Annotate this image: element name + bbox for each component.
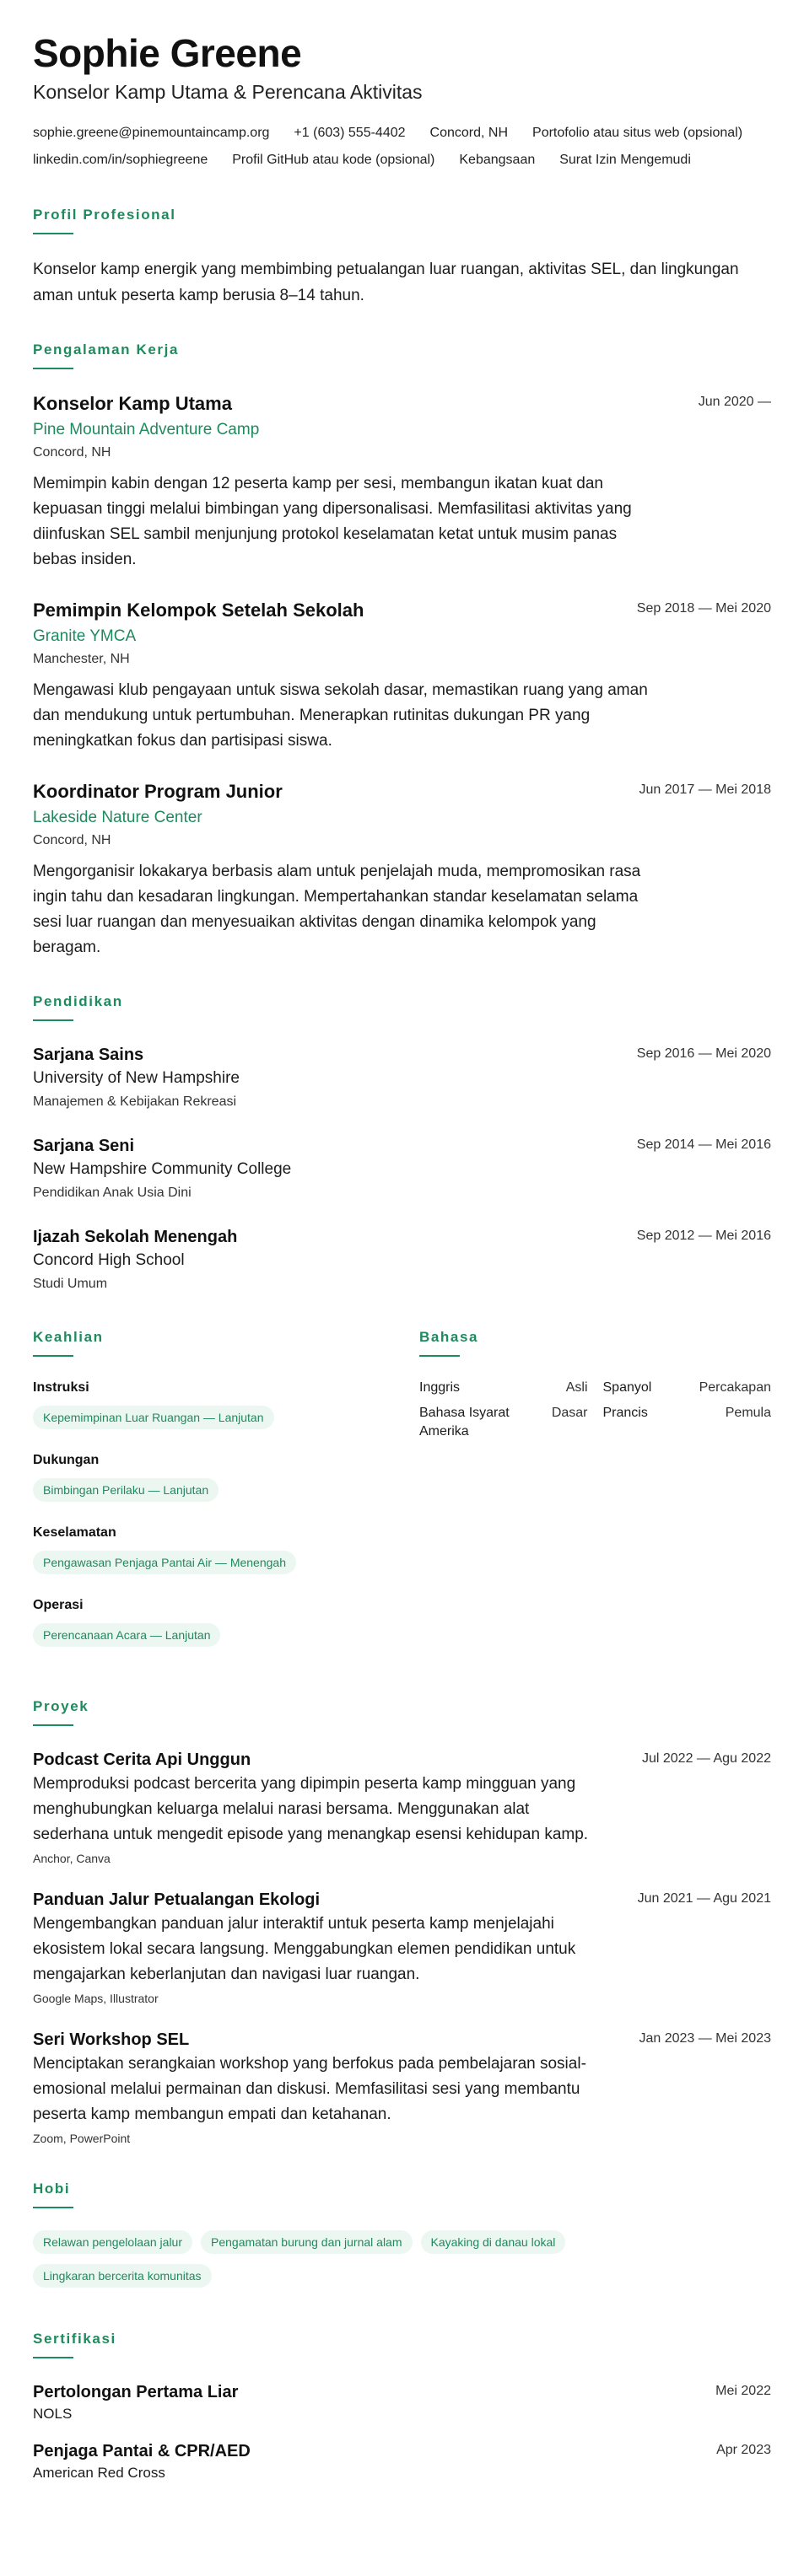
project-dates: Jan 2023 — Mei 2023 — [639, 2031, 771, 2046]
school-name: Concord High School — [33, 1251, 185, 1269]
language-item — [419, 1404, 588, 1441]
project-description: Memproduksi podcast bercerita yang dipimpin peserta kamp mingguan yang menghubungkan keluarga melalui narasi bersama. Menggunakan alat sederhana untuk mengedit episode yang menangkap esensi kehidupan kamp. — [33, 1775, 589, 1843]
company-name: Lakeside Nature Center — [33, 809, 202, 826]
project-entry — [33, 1748, 771, 1868]
language-item — [419, 1379, 588, 1397]
certification-issuer: NOLS — [33, 2406, 73, 2422]
skills-section — [33, 1328, 419, 1665]
contact-phone[interactable]: +1 (603) 555-4402 — [294, 126, 406, 140]
skill-group — [33, 1596, 419, 1665]
school-name: University of New Hampshire — [33, 1069, 240, 1087]
school-name: New Hampshire Community College — [33, 1160, 292, 1178]
degree-name: Sarjana Seni — [33, 1137, 135, 1155]
experience-entry — [33, 779, 771, 960]
certification-issuer: American Red Cross — [33, 2465, 165, 2481]
education-dates: Sep 2016 — Mei 2020 — [636, 1046, 771, 1061]
job-dates: Jun 2017 — Mei 2018 — [639, 782, 771, 797]
job-title: Koordinator Program Junior — [33, 781, 283, 802]
certification-date: Mei 2022 — [715, 2384, 771, 2398]
section-divider — [33, 2207, 73, 2208]
job-title: Pemimpin Kelompok Setelah Sekolah — [33, 600, 364, 621]
language-name: Inggris — [419, 1380, 461, 1395]
hobbies-section — [33, 2180, 771, 2298]
certification-date: Apr 2023 — [716, 2443, 771, 2457]
project-dates: Jun 2021 — Agu 2021 — [637, 1891, 771, 1906]
project-entry — [33, 1888, 771, 2008]
section-title: Pendidikan — [33, 993, 123, 1009]
experience-entry — [33, 598, 771, 754]
job-description: Mengawasi klub pengayaan untuk siswa sekolah dasar, memastikan ruang yang aman dan mendukung untuk pertumbuhan. Menerapkan rutinitas dukungan PR yang meningkatkan fokus dan partisipasi siswa. — [33, 681, 648, 750]
certification-entry — [33, 2439, 771, 2483]
section-divider — [33, 1724, 73, 1726]
project-tools: Anchor, Canva — [33, 1852, 111, 1865]
contact-github[interactable]: Profil GitHub atau kode (opsional) — [232, 153, 435, 167]
contact-location: Concord, NH — [429, 126, 509, 140]
project-description: Mengembangkan panduan jalur interaktif untuk peserta kamp menjelajahi ekosistem lokal secara langsung. Menggabungkan elemen pendidikan untuk mengajarkan keberlanjutan dan navigasi luar ruangan. — [33, 1915, 576, 1983]
project-tools: Google Maps, Illustrator — [33, 1992, 159, 2005]
section-divider — [33, 233, 73, 234]
job-location: Concord, NH — [33, 833, 111, 847]
section-title: Pengalaman Kerja — [33, 341, 179, 358]
certifications-section — [33, 2330, 771, 2483]
contact-list — [33, 120, 771, 174]
language-name: Bahasa Isyarat Amerika — [419, 1406, 510, 1439]
certification-name: Penjaga Pantai & CPR/AED — [33, 2442, 251, 2460]
section-divider — [33, 2357, 73, 2358]
education-dates: Sep 2014 — Mei 2016 — [636, 1137, 771, 1152]
job-description: Memimpin kabin dengan 12 peserta kamp per sesi, membangun ikatan kuat dan kepuasan tinggi melalui bimbingan yang dipersonalisasi. Memfasilitasi aktivitas yang diinfuskan SEL sambil menjunjung protokol keselamatan ketat untuk musim panas bebas insiden. — [33, 475, 632, 568]
contact-nationality: Kebangsaan — [459, 153, 536, 167]
field-of-study: Studi Umum — [33, 1277, 108, 1291]
contact-email[interactable]: sophie.greene@pinemountaincamp.org — [33, 126, 270, 140]
education-entry — [33, 1043, 771, 1114]
section-title: Keahlian — [33, 1329, 104, 1345]
project-name: Podcast Cerita Api Unggun — [33, 1750, 251, 1769]
skill-category: Dukungan — [33, 1453, 100, 1467]
language-list — [419, 1379, 771, 1441]
skills-languages-row — [33, 1328, 771, 1665]
contact-driving-license: Surat Izin Mengemudi — [559, 153, 691, 167]
hobby-chip: Kayaking di danau lokal — [421, 2230, 566, 2254]
experience-section — [33, 341, 771, 960]
profile-section — [33, 206, 771, 309]
field-of-study: Manajemen & Kebijakan Rekreasi — [33, 1094, 237, 1109]
skill-category: Operasi — [33, 1598, 84, 1612]
project-name: Panduan Jalur Petualangan Ekologi — [33, 1890, 321, 1909]
job-title: Konselor Kamp Utama — [33, 393, 232, 414]
company-name: Granite YMCA — [33, 627, 137, 645]
job-dates: Sep 2018 — Mei 2020 — [636, 601, 771, 616]
skill-category: Instruksi — [33, 1380, 89, 1395]
project-tools: Zoom, PowerPoint — [33, 2132, 131, 2145]
language-item — [603, 1379, 772, 1397]
section-title: Sertifikasi — [33, 2331, 116, 2347]
language-name: Spanyol — [602, 1380, 652, 1395]
hobby-chip: Lingkaran bercerita komunitas — [33, 2264, 212, 2288]
job-description: Mengorganisir lokakarya berbasis alam untuk penjelajah muda, mempromosikan rasa ingin tahu dan kesadaran lingkungan. Mempertahankan standar keselamatan selama sesi luar ruangan dan menyesuaikan aktivitas dengan dinamika kelompok yang beragam. — [33, 863, 641, 956]
section-divider — [419, 1355, 460, 1357]
hobby-chip: Relawan pengelolaan jalur — [33, 2230, 192, 2254]
job-location: Manchester, NH — [33, 652, 130, 666]
education-dates: Sep 2012 — Mei 2016 — [636, 1229, 771, 1243]
language-level: Asli — [565, 1380, 588, 1395]
candidate-name: Sophie Greene — [33, 31, 302, 75]
language-item — [603, 1404, 772, 1441]
contact-linkedin[interactable]: linkedin.com/in/sophiegreene — [33, 153, 208, 167]
job-dates: Jun 2020 — — [698, 395, 771, 409]
company-name: Pine Mountain Adventure Camp — [33, 421, 260, 438]
section-divider — [33, 368, 73, 369]
hobby-chip: Pengamatan burung dan jurnal alam — [201, 2230, 413, 2254]
section-title: Hobi — [33, 2181, 71, 2197]
skill-chip: Kepemimpinan Luar Ruangan — Lanjutan — [33, 1406, 274, 1429]
section-divider — [33, 1355, 73, 1357]
education-entry — [33, 1225, 771, 1296]
degree-name: Ijazah Sekolah Menengah — [33, 1228, 238, 1246]
candidate-headline: Konselor Kamp Utama & Perencana Aktivitas — [33, 81, 423, 103]
skill-group — [33, 1524, 419, 1593]
resume-header — [33, 30, 771, 174]
section-divider — [33, 1019, 73, 1021]
languages-section — [419, 1328, 771, 1665]
projects-section — [33, 1697, 771, 2148]
section-title: Profil Profesional — [33, 207, 176, 223]
language-name: Prancis — [602, 1406, 648, 1420]
skill-group — [33, 1379, 419, 1448]
skill-chip: Perencanaan Acara — Lanjutan — [33, 1623, 220, 1647]
degree-name: Sarjana Sains — [33, 1046, 144, 1064]
language-level: Percakapan — [699, 1380, 771, 1395]
project-entry — [33, 2028, 771, 2148]
project-description: Menciptakan serangkaian workshop yang berfokus pada pembelajaran sosial-emosional melalui permainan dan diskusi. Memfasilitasi sesi yang membantu peserta kamp membangun empati dan ketahanan. — [33, 2055, 586, 2123]
profile-summary: Konselor kamp energik yang membimbing petualangan luar ruangan, aktivitas SEL, dan lingkungan aman untuk peserta kamp berusia 8–14 tahun. — [33, 261, 739, 304]
certification-entry — [33, 2380, 771, 2424]
certification-name: Pertolongan Pertama Liar — [33, 2383, 239, 2401]
field-of-study: Pendidikan Anak Usia Dini — [33, 1186, 192, 1200]
language-level: Dasar — [551, 1406, 588, 1420]
job-location: Concord, NH — [33, 445, 111, 460]
education-section — [33, 992, 771, 1296]
section-title: Bahasa — [419, 1329, 479, 1345]
skill-group — [33, 1451, 419, 1520]
section-title: Proyek — [33, 1698, 89, 1714]
skill-chip: Bimbingan Perilaku — Lanjutan — [33, 1478, 219, 1502]
project-dates: Jul 2022 — Agu 2022 — [641, 1751, 771, 1766]
language-level: Pemula — [725, 1406, 771, 1420]
project-name: Seri Workshop SEL — [33, 2030, 190, 2049]
hobby-list — [33, 2230, 657, 2298]
education-entry — [33, 1134, 771, 1205]
skill-category: Keselamatan — [33, 1525, 116, 1540]
experience-entry — [33, 391, 771, 573]
skill-chip: Pengawasan Penjaga Pantai Air — Menengah — [33, 1551, 296, 1574]
contact-portfolio[interactable]: Portofolio atau situs web (opsional) — [532, 126, 743, 140]
